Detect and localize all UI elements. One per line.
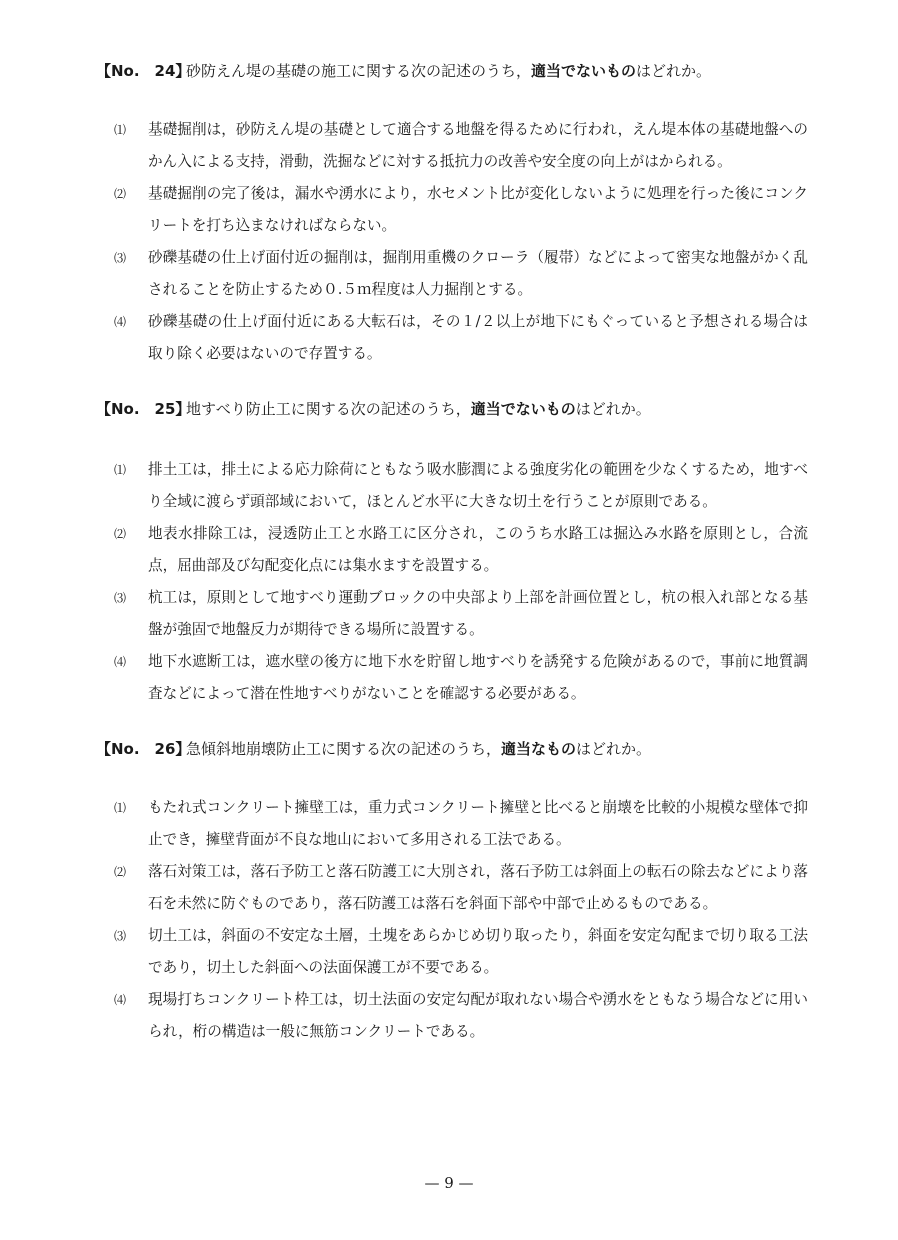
option-item (114, 856, 814, 920)
option-text: 切土工は，斜面の不安定な土層，土塊をあらかじめ切り取ったり，斜面を安定勾配まで切り取る工法であり，切土した斜面への法面保護工が不要である。 (148, 927, 808, 976)
option-text: 地表水排除工は，浸透防止工と水路工に区分され，このうち水路工は掘込み水路を原則とし，合流点，屈曲部及び勾配変化点には集水ますを設置する。 (148, 525, 808, 574)
question-emphasis: 適当でないもの (531, 62, 637, 80)
option-number: ⑴ (114, 801, 127, 815)
option-text: 砂礫基礎の仕上げ面付近にある大転石は，その１/２以上が地下にもぐっていると予想される場合は取り除く必要はないので存置する。 (148, 313, 808, 362)
option-number: ⑵ (114, 865, 127, 879)
question-number: 【No. 24】 (96, 62, 191, 80)
option-text: もたれ式コンクリート擁壁工は，重力式コンクリート擁壁と比べると崩壊を比較的小規模な壁体で抑止でき，擁壁背面が不良な地山において多用される工法である。 (148, 799, 808, 848)
option-list (114, 454, 814, 710)
option-number: ⑴ (114, 123, 127, 137)
option-item (114, 920, 814, 984)
option-item (114, 582, 814, 646)
option-text: 地下水遮断工は，遮水壁の後方に地下水を貯留し地すべりを誘発する危険があるので，事前に地質調査などによって潜在性地すべりがないことを確認する必要がある。 (148, 653, 808, 702)
option-text: 基礎掘削は，砂防えん堤の基礎として適合する地盤を得るために行われ，えん堤本体の基礎地盤へのかん入による支持，滑動，洗掘などに対する抵抗力の改善や安全度の向上がはかられる。 (148, 121, 808, 170)
option-item (114, 984, 814, 1048)
option-text: 排土工は，排土による応力除荷にともなう吸水膨潤による強度劣化の範囲を少なくするため，地すべり全域に渡らず頭部域において，ほとんど水平に大きな切土を行うことが原則である。 (148, 461, 808, 510)
option-list (114, 792, 814, 1048)
question-number: 【No. 25】 (96, 400, 191, 418)
question-header (96, 738, 816, 760)
question-stem: 急傾斜地崩壊防止工に関する次の記述のうち， (186, 740, 502, 758)
option-item (114, 518, 814, 582)
question-stem: 砂防えん堤の基礎の施工に関する次の記述のうち， (186, 62, 532, 80)
option-number: ⑵ (114, 527, 127, 541)
question-stem-end: はどれか。 (636, 62, 712, 80)
option-item (114, 306, 814, 370)
option-item (114, 114, 814, 178)
question-header (96, 60, 816, 82)
option-item (114, 178, 814, 242)
option-number: ⑶ (114, 251, 127, 265)
page-number: — 9 — (424, 1174, 474, 1192)
option-number: ⑷ (114, 315, 127, 329)
option-text: 基礎掘削の完了後は，漏水や湧水により，水セメント比が変化しないように処理を行った後にコンクリートを打ち込まなければならない。 (148, 185, 808, 234)
question-emphasis: 適当でないもの (470, 400, 576, 418)
option-text: 杭工は，原則として地すべり運動ブロックの中央部より上部を計画位置とし，杭の根入れ部となる基盤が強固で地盤反力が期待できる場所に設置する。 (148, 589, 808, 638)
option-text: 落石対策工は，落石予防工と落石防護工に大別され，落石予防工は斜面上の転石の除去などにより落石を未然に防ぐものであり，落石防護工は落石を斜面下部や中部で止めるものである。 (148, 863, 808, 912)
question-number: 【No. 26】 (96, 740, 191, 758)
option-text: 砂礫基礎の仕上げ面付近の掘削は，掘削用重機のクローラ（履帯）などによって密実な地盤がかく乱されることを防止するため０.５ｍ程度は人力掘削とする。 (148, 249, 808, 298)
option-number: ⑵ (114, 187, 127, 201)
question-stem: 地すべり防止工に関する次の記述のうち， (186, 400, 471, 418)
question-stem-end: はどれか。 (576, 740, 652, 758)
option-number: ⑷ (114, 655, 127, 669)
option-number: ⑴ (114, 463, 127, 477)
option-number: ⑶ (114, 591, 127, 605)
question-emphasis: 適当なもの (501, 740, 577, 758)
option-item (114, 646, 814, 710)
option-item (114, 792, 814, 856)
option-number: ⑶ (114, 929, 127, 943)
question-header (96, 398, 816, 420)
question-stem-end: はどれか。 (575, 400, 651, 418)
option-number: ⑷ (114, 993, 127, 1007)
option-text: 現場打ちコンクリート枠工は，切土法面の安定勾配が取れない場合や湧水をともなう場合などに用いられ，桁の構造は一般に無筋コンクリートである。 (148, 991, 808, 1040)
option-item (114, 242, 814, 306)
option-item (114, 454, 814, 518)
option-list (114, 114, 814, 370)
